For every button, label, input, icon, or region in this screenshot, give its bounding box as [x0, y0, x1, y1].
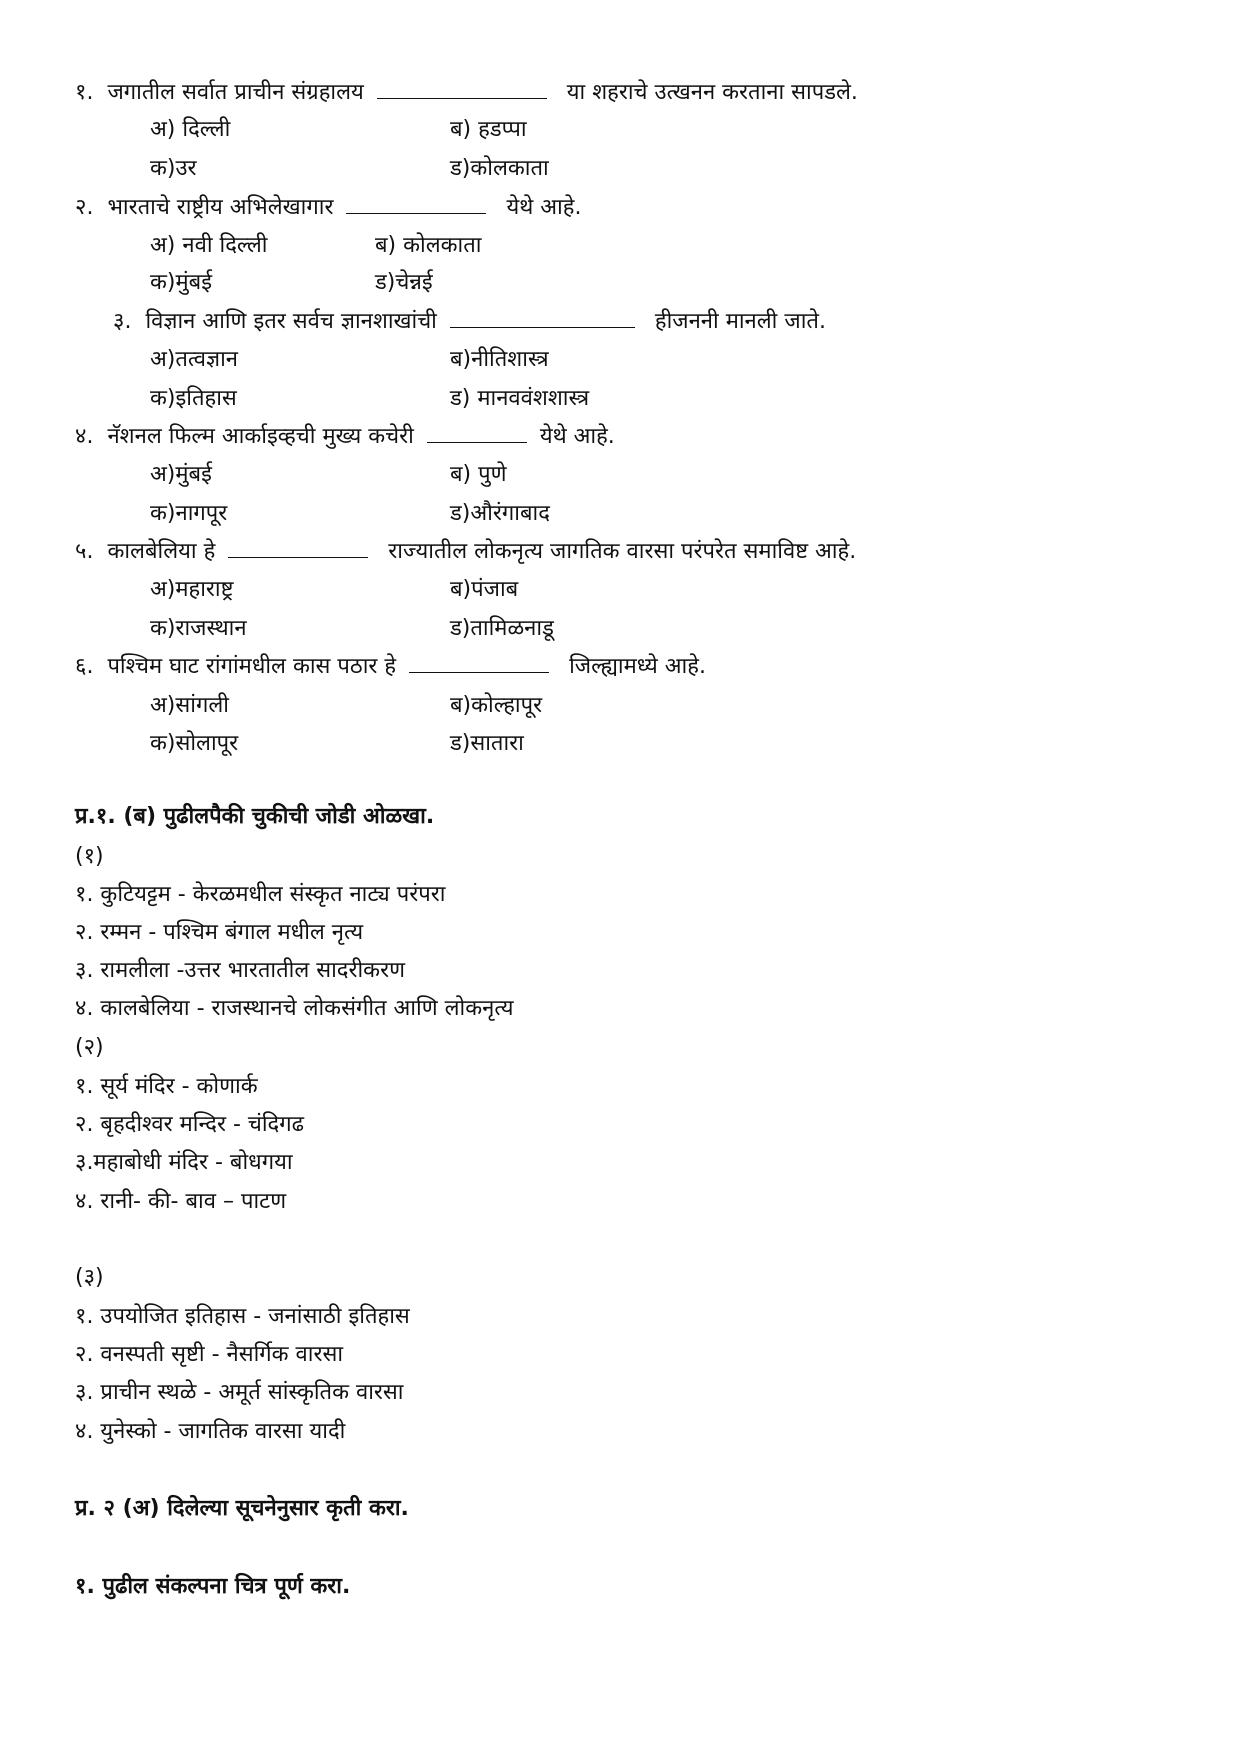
section-heading: प्र.१. (ब) पुढीलपैकी चुकीची जोडी ओळखा.: [75, 804, 435, 829]
option-a: अ)मुंबई: [150, 462, 212, 487]
question-text: येथे आहे.: [539, 424, 615, 449]
question-text: जिल्ह्यामध्ये आहे.: [569, 654, 706, 679]
option-a: अ) दिल्ली: [150, 117, 231, 142]
question-number: १.: [75, 80, 94, 105]
set-label: (३): [75, 1265, 104, 1290]
option-c: क)मुंबई: [150, 270, 212, 295]
option-d: ड)चेन्नई: [375, 270, 433, 295]
option-a: अ)सांगली: [150, 693, 229, 718]
answer-blank: [450, 325, 635, 328]
question-number: २.: [75, 195, 94, 220]
question-text: भारताचे राष्ट्रीय अभिलेखागार: [107, 195, 334, 220]
option-b: ब) पुणे: [450, 462, 507, 487]
question-4: [75, 422, 615, 452]
question-text: कालबेलिया हे: [107, 539, 216, 564]
option-b: ब) कोलकाता: [375, 233, 482, 258]
answer-blank: [427, 440, 527, 443]
option-c: क)उर: [150, 156, 197, 181]
section-heading: प्र. २ (अ) दिलेल्या सूचनेनुसार कृती करा.: [75, 1496, 409, 1521]
option-b: ब)कोल्हापूर: [450, 693, 543, 718]
question-number: ३.: [113, 309, 132, 334]
list-item: २. रम्मन - पश्चिम बंगाल मधील नृत्य: [75, 920, 364, 945]
option-d: ड) मानववंशशास्त्र: [450, 386, 590, 411]
option-a: अ) नवी दिल्ली: [150, 233, 268, 258]
option-d: ड)औरंगाबाद: [450, 501, 550, 526]
question-number: ६.: [75, 654, 94, 679]
list-item: १. कुटियट्टम - केरळमधील संस्कृत नाट्य परंपरा: [75, 882, 446, 907]
list-item: ४. रानी- की- बाव – पाटण: [75, 1189, 287, 1214]
list-item: ४. कालबेलिया - राजस्थानचे लोकसंगीत आणि लोकनृत्य: [75, 996, 514, 1021]
set-label: (१): [75, 844, 104, 869]
option-b: ब)नीतिशास्त्र: [450, 347, 549, 372]
option-a: अ)तत्वज्ञान: [150, 347, 239, 372]
question-text: या शहराचे उत्खनन करताना सापडले.: [566, 80, 858, 105]
question-text: पश्चिम घाट रांगांमधील कास पठार हे: [107, 654, 397, 679]
answer-blank: [409, 670, 549, 673]
option-d: ड)सातारा: [450, 731, 524, 756]
question-text: राज्यातील लोकनृत्य जागतिक वारसा परंपरेत समाविष्ट आहे.: [388, 539, 857, 564]
list-item: ३. प्राचीन स्थळे - अमूर्त सांस्कृतिक वारसा: [75, 1380, 404, 1405]
sub-heading: १. पुढील संकल्पना चित्र पूर्ण करा.: [75, 1574, 351, 1599]
question-text: जगातील सर्वात प्राचीन संग्रहालय: [107, 80, 364, 105]
question-text: हीजननी मानली जाते.: [654, 309, 826, 334]
option-b: ब) हडप्पा: [450, 117, 527, 142]
question-number: ४.: [75, 424, 94, 449]
option-b: ब)पंजाब: [450, 577, 519, 602]
list-item: ३.महाबोधी मंदिर - बोधगया: [75, 1150, 293, 1175]
list-item: ४. युनेस्को - जागतिक वारसा यादी: [75, 1419, 346, 1444]
question-5: [75, 537, 856, 567]
question-text: येथे आहे.: [506, 195, 582, 220]
answer-blank: [377, 96, 547, 99]
question-text: विज्ञान आणि इतर सर्वच ज्ञानशाखांची: [145, 309, 437, 334]
question-6: [75, 652, 706, 682]
list-item: २. बृहदीश्वर मन्दिर - चंदिगढ: [75, 1112, 305, 1137]
list-item: १. उपयोजित इतिहास - जनांसाठी इतिहास: [75, 1304, 410, 1329]
option-c: क)राजस्थान: [150, 616, 247, 641]
list-item: २. वनस्पती सृष्टी - नैसर्गिक वारसा: [75, 1342, 344, 1367]
list-item: १. सूर्य मंदिर - कोणार्क: [75, 1074, 258, 1099]
set-label: (२): [75, 1035, 104, 1060]
answer-blank: [346, 211, 486, 214]
question-2: [75, 193, 581, 223]
option-a: अ)महाराष्ट्र: [150, 577, 234, 602]
question-1: [75, 78, 858, 108]
question-number: ५.: [75, 539, 94, 564]
answer-blank: [228, 555, 368, 558]
option-d: ड)तामिळनाडू: [450, 616, 554, 641]
option-c: क)सोलापूर: [150, 731, 239, 756]
question-3: [113, 307, 826, 337]
question-text: नॅशनल फिल्म आर्काइव्हची मुख्य कचेरी: [107, 424, 414, 449]
option-c: क)नागपूर: [150, 501, 228, 526]
list-item: ३. रामलीला -उत्तर भारतातील सादरीकरण: [75, 958, 405, 983]
option-d: ड)कोलकाता: [450, 156, 549, 181]
option-c: क)इतिहास: [150, 386, 237, 411]
